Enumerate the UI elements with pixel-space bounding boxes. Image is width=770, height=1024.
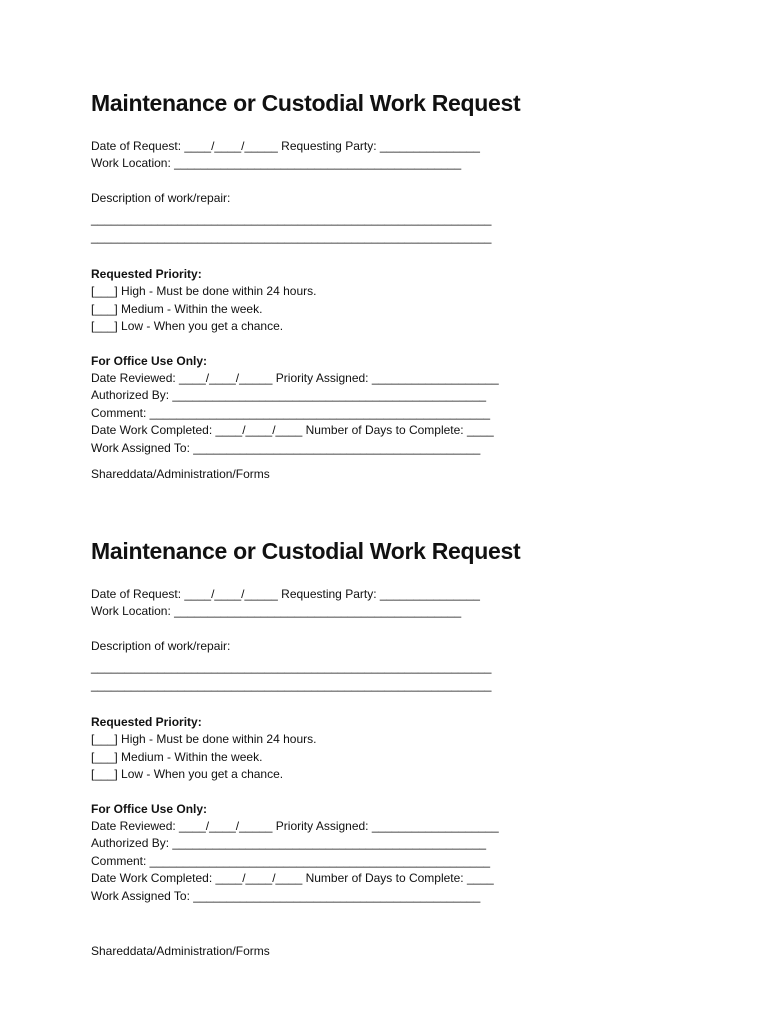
comment-line: Comment: ___________________________________________________: [91, 853, 491, 868]
footer-path-2: Shareddata/Administration/Forms: [91, 944, 270, 958]
date-reviewed-line: Date Reviewed: ____/____/_____ Priority Assigned: ___________________: [91, 819, 499, 834]
priority-low-option: [___] Low - When you get a chance.: [91, 767, 284, 782]
date-work-completed-line: Date Work Completed: ____/____/____ Number of Days to Complete: ____: [91, 871, 494, 886]
description-label: Description of work/repair:: [91, 638, 231, 653]
form-title: Maintenance or Custodial Work Request: [91, 538, 521, 564]
description-label: Description of work/repair:: [91, 190, 231, 205]
work-request-form-2: [91, 536, 531, 905]
work-assigned-to-line: Work Assigned To: ___________________________________________: [91, 888, 481, 903]
work-location-line: Work Location: ___________________________________________: [91, 156, 462, 171]
office-use-heading: For Office Use Only:: [91, 801, 208, 816]
comment-line: Comment: ___________________________________________________: [91, 405, 491, 420]
priority-medium-option: [___] Medium - Within the week.: [91, 749, 263, 764]
priority-low-option: [___] Low - When you get a chance.: [91, 319, 284, 334]
description-blank-line-1: ____________________________________________________________: [91, 212, 492, 227]
form-title: Maintenance or Custodial Work Request: [91, 90, 521, 116]
footer-path-1: Shareddata/Administration/Forms: [91, 467, 270, 481]
date-of-request-line: Date of Request: ____/____/_____ Requesting Party: _______________: [91, 139, 480, 153]
authorized-by-line: Authorized By: _______________________________________________: [91, 388, 487, 403]
requested-priority-heading: Requested Priority:: [91, 267, 202, 282]
priority-medium-option: [___] Medium - Within the week.: [91, 301, 263, 316]
work-request-form-1: [91, 88, 531, 457]
requested-priority-heading: Requested Priority:: [91, 715, 202, 730]
date-reviewed-line: Date Reviewed: ____/____/_____ Priority Assigned: ___________________: [91, 371, 499, 386]
date-of-request-line: Date of Request: ____/____/_____ Requesting Party: _______________: [91, 587, 480, 601]
description-blank-line-1: ____________________________________________________________: [91, 660, 492, 675]
date-work-completed-line: Date Work Completed: ____/____/____ Number of Days to Complete: ____: [91, 423, 494, 438]
office-use-heading: For Office Use Only:: [91, 353, 208, 368]
priority-high-option: [___] High - Must be done within 24 hours.: [91, 732, 317, 747]
description-blank-line-2: ____________________________________________________________: [91, 229, 492, 244]
work-assigned-to-line: Work Assigned To: ___________________________________________: [91, 440, 481, 455]
authorized-by-line: Authorized By: _______________________________________________: [91, 836, 487, 851]
priority-high-option: [___] High - Must be done within 24 hours.: [91, 284, 317, 299]
work-location-line: Work Location: ___________________________________________: [91, 604, 462, 619]
description-blank-line-2: ____________________________________________________________: [91, 677, 492, 692]
